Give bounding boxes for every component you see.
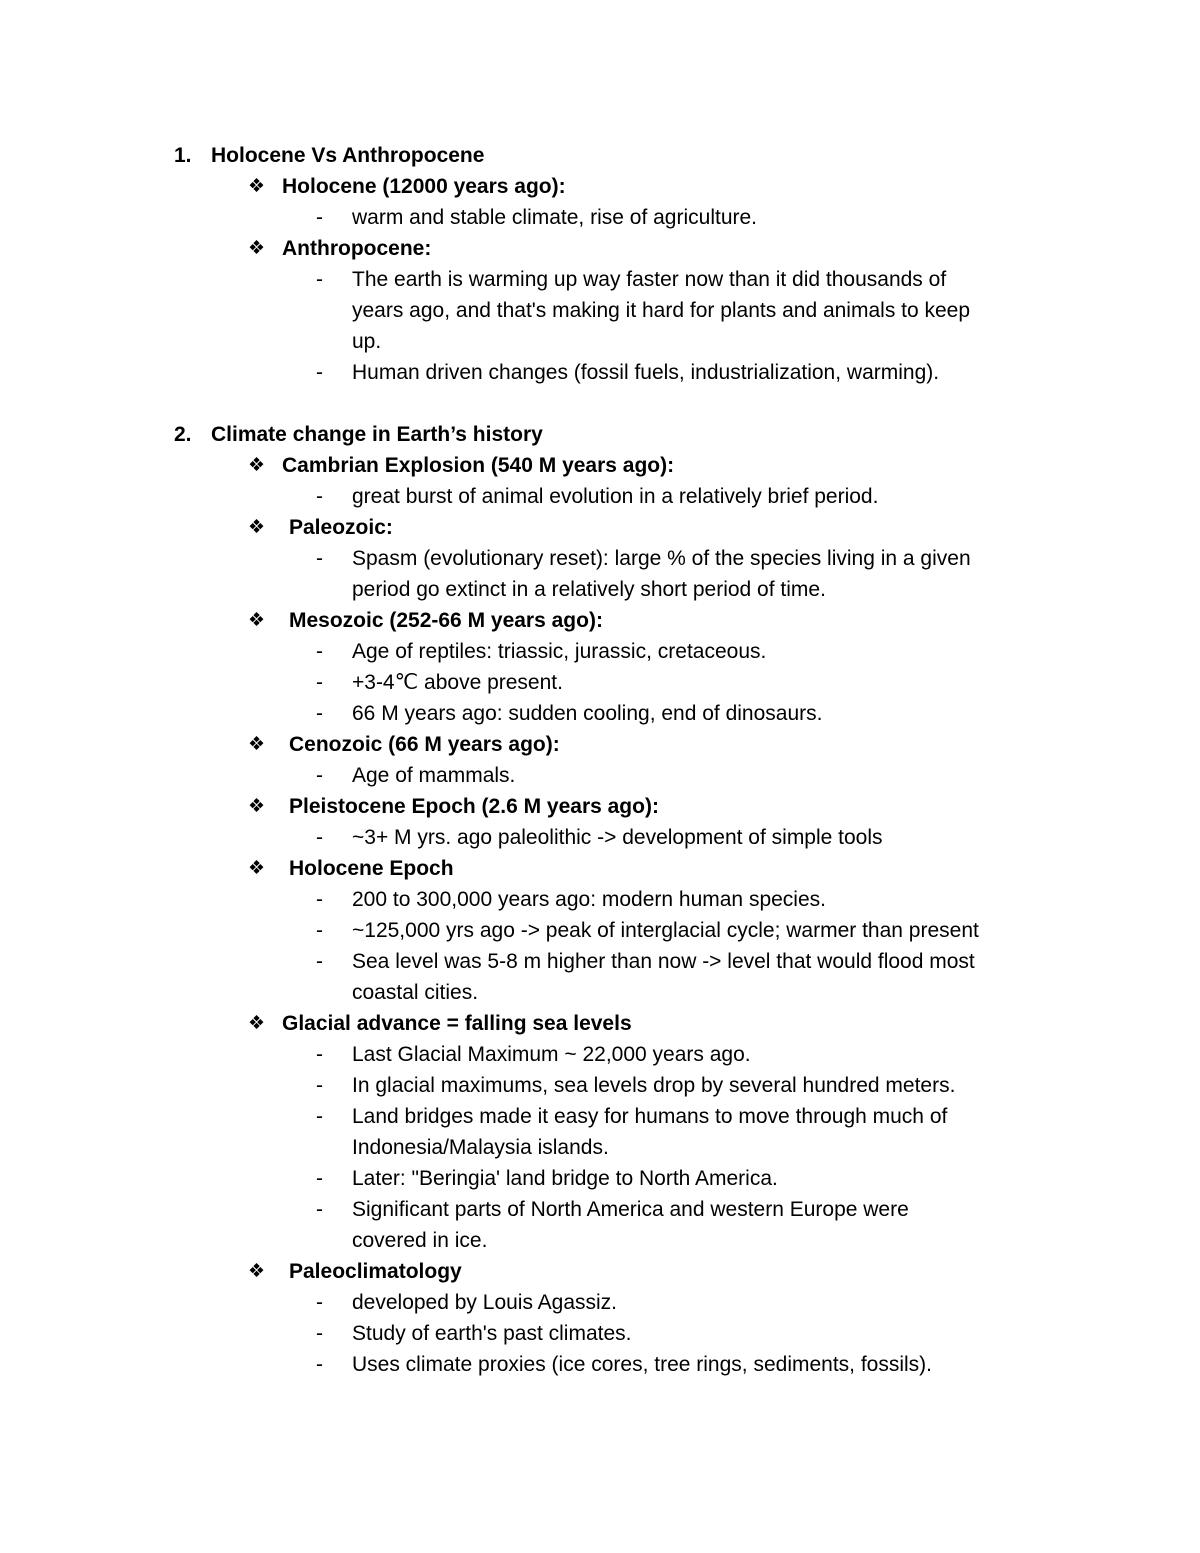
section-number: 1. [174, 144, 192, 167]
list-item-continuation [0, 977, 1200, 1008]
list-item-text: great burst of animal evolution in a relatively brief period. [352, 485, 879, 508]
list-item-text: In glacial maximums, sea levels drop by several hundred meters. [352, 1074, 956, 1097]
list-item-text: Sea level was 5-8 m higher than now -> level that would flood most [352, 950, 975, 973]
list-item [0, 1287, 1200, 1318]
list-item-text: warm and stable climate, rise of agriculture. [352, 206, 757, 229]
list-item-text: 66 M years ago: sudden cooling, end of dinosaurs. [352, 702, 823, 725]
notes-body [0, 140, 1200, 1380]
list-item-continuation [0, 1225, 1200, 1256]
list-item-text: Study of earth's past climates. [352, 1322, 632, 1345]
list-item-text: Later: "Beringia' land bridge to North America. [352, 1167, 778, 1190]
list-item [0, 946, 1200, 977]
list-item [0, 1070, 1200, 1101]
subsection-heading [0, 605, 1200, 636]
subsection-heading [0, 1256, 1200, 1287]
list-item-text: 200 to 300,000 years ago: modern human species. [352, 888, 826, 911]
diamond-bullet-icon: ❖ [248, 517, 266, 538]
section-title: Climate change in Earth’s history [211, 423, 543, 446]
list-item [0, 1349, 1200, 1380]
dash-bullet-icon: - [316, 1291, 323, 1314]
list-item-text: Land bridges made it easy for humans to move through much of [352, 1105, 948, 1128]
list-item [0, 636, 1200, 667]
subsection-heading [0, 791, 1200, 822]
dash-bullet-icon: - [316, 640, 323, 663]
list-item-continuation [0, 574, 1200, 605]
dash-bullet-icon: - [316, 268, 323, 291]
subsection-heading [0, 729, 1200, 760]
list-item-text: period go extinct in a relatively short period of time. [352, 578, 826, 601]
subsection-heading [0, 853, 1200, 884]
dash-bullet-icon: - [316, 888, 323, 911]
list-item [0, 760, 1200, 791]
list-item [0, 1101, 1200, 1132]
dash-bullet-icon: - [316, 1105, 323, 1128]
list-item [0, 915, 1200, 946]
list-item-text: Last Glacial Maximum ~ 22,000 years ago. [352, 1043, 751, 1066]
list-item [0, 1194, 1200, 1225]
diamond-bullet-icon: ❖ [248, 176, 266, 197]
list-item-text: Human driven changes (fossil fuels, industrialization, warming). [352, 361, 940, 384]
section-title: Holocene Vs Anthropocene [211, 144, 485, 167]
list-item [0, 698, 1200, 729]
diamond-bullet-icon: ❖ [248, 858, 266, 879]
subsection-title: Holocene (12000 years ago): [282, 175, 566, 198]
list-item-text: +3-4℃ above present. [352, 671, 563, 694]
list-item-text: Spasm (evolutionary reset): large % of the species living in a given [352, 547, 971, 570]
list-item-text: covered in ice. [352, 1229, 488, 1252]
diamond-bullet-icon: ❖ [248, 1261, 266, 1282]
section-number: 2. [174, 423, 192, 446]
subsection-heading [0, 233, 1200, 264]
subsection-title: Anthropocene: [282, 237, 432, 260]
dash-bullet-icon: - [316, 1167, 323, 1190]
section-heading [0, 140, 1200, 171]
subsection-heading [0, 1008, 1200, 1039]
list-item-text: ~125,000 yrs ago -> peak of interglacial cycle; warmer than present [352, 919, 979, 942]
diamond-bullet-icon: ❖ [248, 610, 266, 631]
list-item-text: Age of mammals. [352, 764, 516, 787]
dash-bullet-icon: - [316, 1074, 323, 1097]
dash-bullet-icon: - [316, 1198, 323, 1221]
dash-bullet-icon: - [316, 1322, 323, 1345]
list-item-text: The earth is warming up way faster now than it did thousands of [352, 268, 947, 291]
subsection-title: Mesozoic (252-66 M years ago): [289, 609, 603, 632]
dash-bullet-icon: - [316, 702, 323, 725]
dash-bullet-icon: - [316, 764, 323, 787]
list-item [0, 1163, 1200, 1194]
dash-bullet-icon: - [316, 1043, 323, 1066]
list-item-continuation [0, 1132, 1200, 1163]
list-item [0, 1039, 1200, 1070]
list-item [0, 481, 1200, 512]
list-item [0, 667, 1200, 698]
section-heading [0, 419, 1200, 450]
subsection-title: Holocene Epoch [289, 857, 454, 880]
subsection-heading [0, 512, 1200, 543]
diamond-bullet-icon: ❖ [248, 734, 266, 755]
diamond-bullet-icon: ❖ [248, 796, 266, 817]
subsection-heading [0, 450, 1200, 481]
subsection-title: Cenozoic (66 M years ago): [289, 733, 560, 756]
list-item-text: coastal cities. [352, 981, 479, 1004]
subsection-title: Cambrian Explosion (540 M years ago): [282, 454, 675, 477]
dash-bullet-icon: - [316, 1353, 323, 1376]
subsection-title: Pleistocene Epoch (2.6 M years ago): [289, 795, 659, 818]
list-item-text: Age of reptiles: triassic, jurassic, cretaceous. [352, 640, 767, 663]
list-item-continuation [0, 295, 1200, 326]
dash-bullet-icon: - [316, 547, 323, 570]
list-item [0, 357, 1200, 388]
subsection-title: Paleoclimatology [289, 1260, 462, 1283]
dash-bullet-icon: - [316, 950, 323, 973]
dash-bullet-icon: - [316, 671, 323, 694]
list-item [0, 884, 1200, 915]
list-item-text: up. [352, 330, 382, 353]
list-item-continuation [0, 326, 1200, 357]
list-item-text: ~3+ M yrs. ago paleolithic -> development of simple tools [352, 826, 883, 849]
list-item [0, 543, 1200, 574]
subsection-title: Glacial advance = falling sea levels [282, 1012, 632, 1035]
section-spacer [0, 388, 1200, 419]
list-item-text: Indonesia/Malaysia islands. [352, 1136, 609, 1159]
list-item [0, 264, 1200, 295]
list-item-text: Significant parts of North America and western Europe were [352, 1198, 909, 1221]
dash-bullet-icon: - [316, 206, 323, 229]
subsection-title: Paleozoic: [289, 516, 393, 539]
list-item-text: Uses climate proxies (ice cores, tree rings, sediments, fossils). [352, 1353, 933, 1376]
dash-bullet-icon: - [316, 826, 323, 849]
list-item [0, 822, 1200, 853]
diamond-bullet-icon: ❖ [248, 238, 266, 259]
list-item [0, 1318, 1200, 1349]
subsection-heading [0, 171, 1200, 202]
list-item-text: years ago, and that's making it hard for plants and animals to keep [352, 299, 971, 322]
diamond-bullet-icon: ❖ [248, 1013, 266, 1034]
diamond-bullet-icon: ❖ [248, 455, 266, 476]
dash-bullet-icon: - [316, 361, 323, 384]
dash-bullet-icon: - [316, 485, 323, 508]
list-item [0, 202, 1200, 233]
dash-bullet-icon: - [316, 919, 323, 942]
list-item-text: developed by Louis Agassiz. [352, 1291, 618, 1314]
